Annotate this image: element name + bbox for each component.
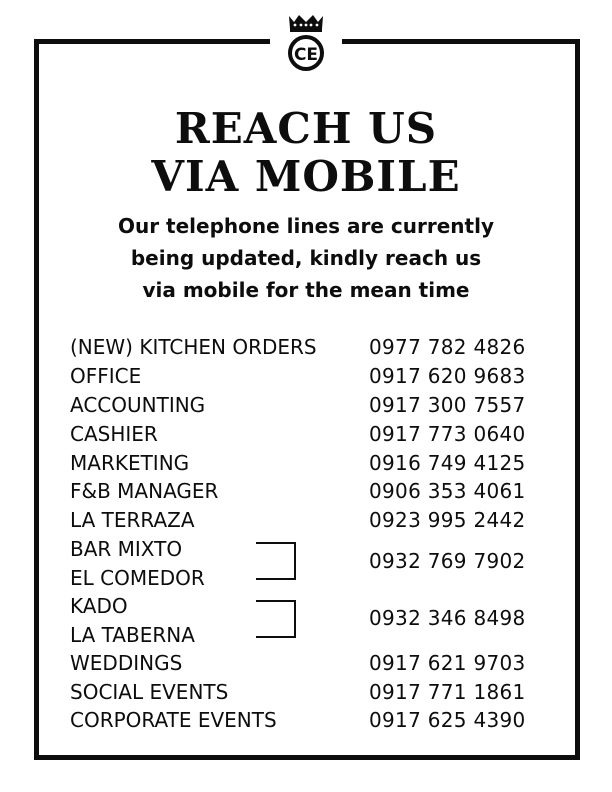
dept-bar-mixto: BAR MIXTO	[70, 537, 183, 561]
dept-el-comedor: EL COMEDOR	[70, 566, 205, 590]
dept-kado: KADO	[70, 594, 128, 618]
subtitle-line-3: via mobile for the mean time	[142, 278, 470, 302]
phone-marketing[interactable]: 0916 749 4125	[369, 451, 526, 475]
dept-corporate-events: CORPORATE EVENTS	[70, 708, 277, 732]
dept-weddings: WEDDINGS	[70, 651, 183, 675]
dept-la-terraza: LA TERRAZA	[70, 508, 195, 532]
phone-cashier[interactable]: 0917 773 0640	[369, 422, 526, 446]
dept-social-events: SOCIAL EVENTS	[70, 680, 229, 704]
logo-monogram: CE	[293, 45, 319, 65]
subtitle-line-1: Our telephone lines are currently	[117, 214, 494, 238]
phone-corporate-events[interactable]: 0917 625 4390	[369, 708, 526, 732]
dept-office: OFFICE	[70, 364, 142, 388]
crown-monogram-icon	[281, 12, 331, 72]
phone-social-events[interactable]: 0917 771 1861	[369, 680, 526, 704]
group-bracket	[256, 600, 296, 638]
phone-office[interactable]: 0917 620 9683	[369, 364, 526, 388]
dept-fb-manager: F&B MANAGER	[70, 479, 219, 503]
page-title-line-2: VIA MOBILE	[151, 152, 461, 201]
dept-kitchen-orders: (NEW) KITCHEN ORDERS	[70, 335, 317, 359]
phone-fb-manager[interactable]: 0906 353 4061	[369, 479, 526, 503]
phone-weddings[interactable]: 0917 621 9703	[369, 651, 526, 675]
dept-accounting: ACCOUNTING	[70, 393, 206, 417]
group-bracket	[256, 542, 296, 580]
dept-marketing: MARKETING	[70, 451, 190, 475]
phone-la-terraza[interactable]: 0923 995 2442	[369, 508, 526, 532]
phone-kitchen-orders[interactable]: 0977 782 4826	[369, 335, 526, 359]
dept-cashier: CASHIER	[70, 422, 158, 446]
subtitle-line-2: being updated, kindly reach us	[130, 246, 482, 270]
phone-accounting[interactable]: 0917 300 7557	[369, 393, 526, 417]
phone-kado-la-taberna[interactable]: 0932 346 8498	[369, 606, 526, 630]
page-title-line-1: REACH US	[174, 104, 438, 153]
dept-la-taberna: LA TABERNA	[70, 623, 195, 647]
phone-bar-mixto-el-comedor[interactable]: 0932 769 7902	[369, 549, 526, 573]
